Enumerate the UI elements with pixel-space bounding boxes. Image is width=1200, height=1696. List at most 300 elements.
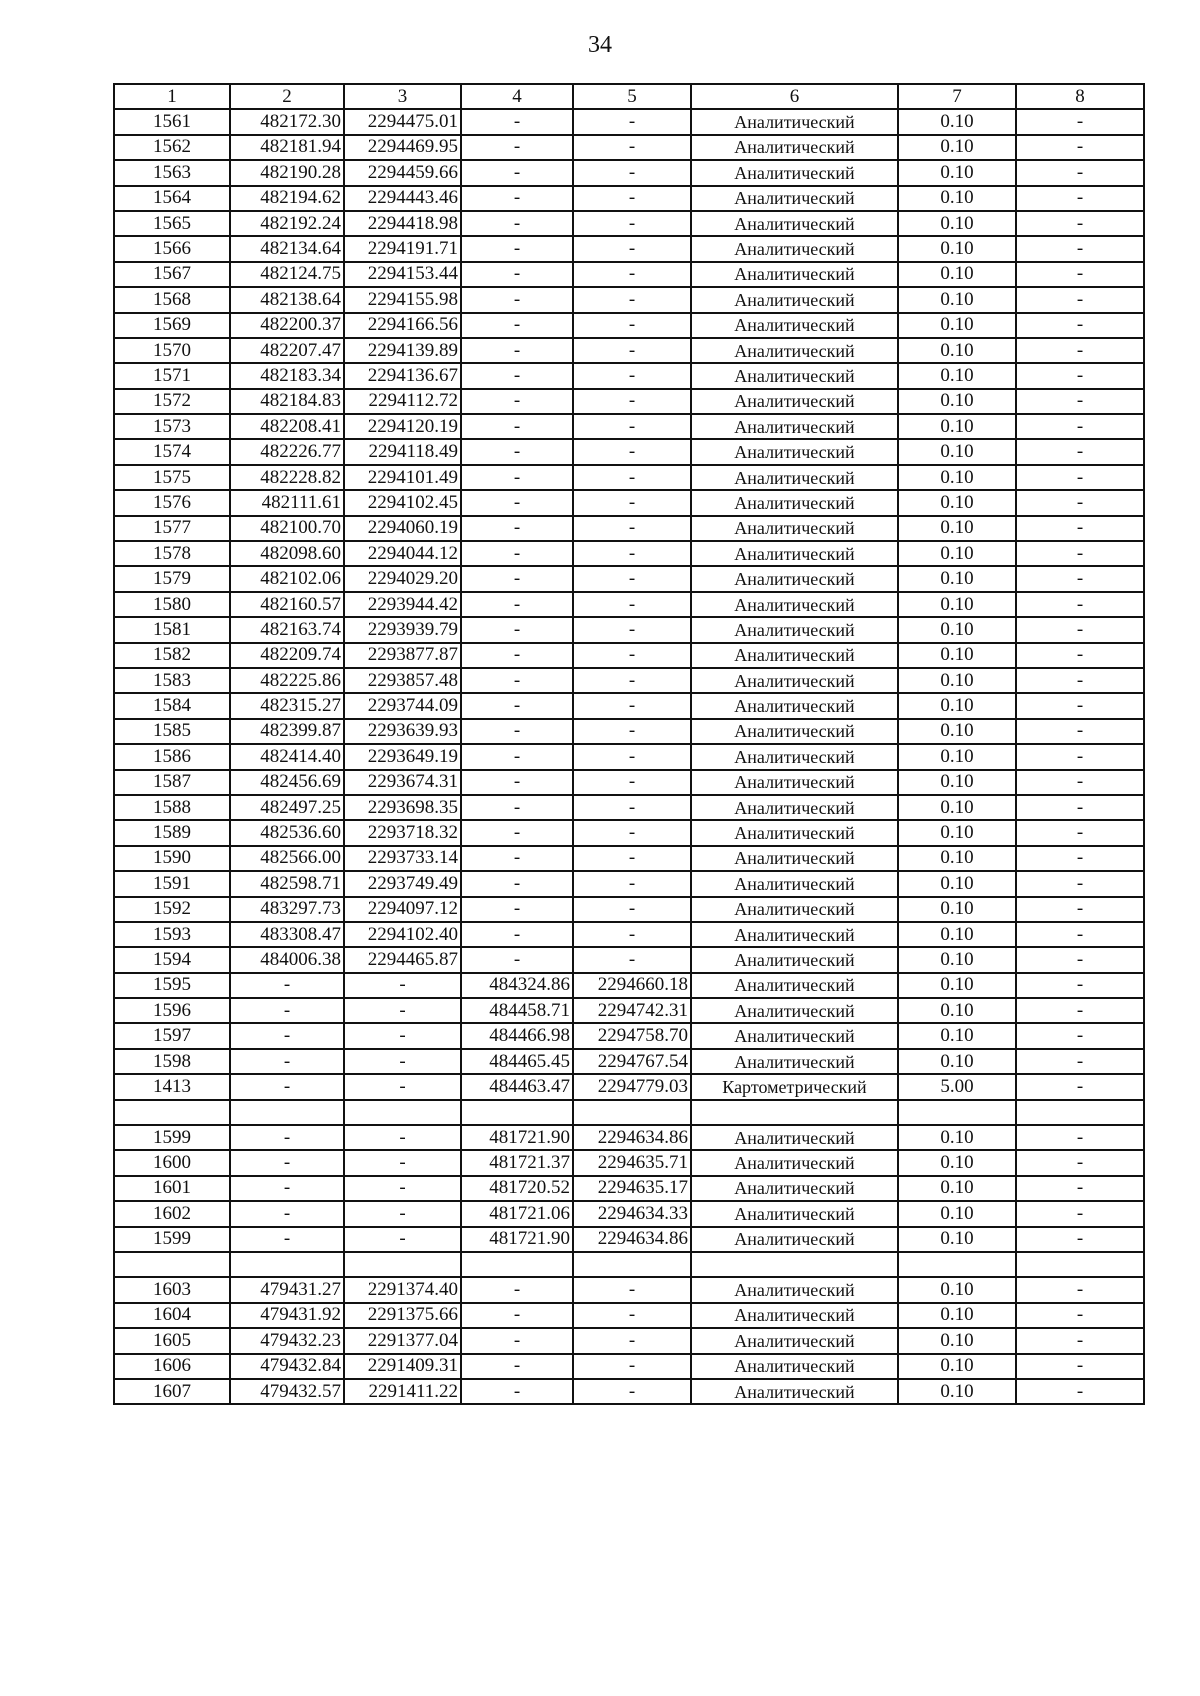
table-row [114,1277,1144,1302]
accuracy-cell: 0.10 [898,1125,1016,1150]
point-number-cell: 1601 [114,1176,230,1201]
x-coordinate-new-cell: - [461,465,573,490]
x-coordinate-new-cell: - [461,135,573,160]
method-cell: Аналитический [691,389,898,414]
y-coordinate-new-cell: - [573,922,691,947]
y-coordinate-new-cell: 2294634.86 [573,1125,691,1150]
x-coordinate-new-cell: 481720.52 [461,1176,573,1201]
x-coordinate-cell: 484006.38 [230,947,344,972]
x-coordinate-cell: 479432.23 [230,1328,344,1353]
y-coordinate-cell: 2293939.79 [344,617,461,642]
accuracy-cell: 0.10 [898,1023,1016,1048]
point-number-cell: 1592 [114,897,230,922]
y-coordinate-new-cell: - [573,389,691,414]
accuracy-cell: 0.10 [898,186,1016,211]
description-cell: - [1016,516,1144,541]
y-coordinate-cell: 2294153.44 [344,262,461,287]
y-coordinate-cell: 2293674.31 [344,770,461,795]
y-coordinate-cell: 2293733.14 [344,846,461,871]
method-cell: Аналитический [691,160,898,185]
method-cell: Аналитический [691,643,898,668]
description-cell: - [1016,744,1144,769]
description-cell: - [1016,922,1144,947]
method-cell: Аналитический [691,846,898,871]
y-coordinate-new-cell: - [573,846,691,871]
x-coordinate-cell: 482160.57 [230,592,344,617]
point-number-cell: 1607 [114,1379,230,1404]
x-coordinate-cell: - [230,1227,344,1252]
method-cell: Аналитический [691,1201,898,1226]
description-cell: - [1016,1176,1144,1201]
method-cell: Аналитический [691,770,898,795]
table-row [114,516,1144,541]
method-cell: Аналитический [691,744,898,769]
y-coordinate-cell: - [344,1023,461,1048]
x-coordinate-new-cell: - [461,947,573,972]
accuracy-cell: 0.10 [898,668,1016,693]
y-coordinate-new-cell: - [573,1328,691,1353]
y-coordinate-new-cell: 2294634.86 [573,1227,691,1252]
point-number-cell: 1606 [114,1354,230,1379]
description-cell: - [1016,1049,1144,1074]
description-cell: - [1016,719,1144,744]
x-coordinate-cell: 479432.57 [230,1379,344,1404]
y-coordinate-cell: 2294118.49 [344,439,461,464]
table-row [114,592,1144,617]
table-row [114,1227,1144,1252]
x-coordinate-cell: 482414.40 [230,744,344,769]
description-cell: - [1016,1277,1144,1302]
x-coordinate-new-cell: 481721.06 [461,1201,573,1226]
column-header-7: 7 [898,84,1016,109]
x-coordinate-cell: 482226.77 [230,439,344,464]
accuracy-cell: 0.10 [898,1328,1016,1353]
table-row [114,389,1144,414]
accuracy-cell [898,1252,1016,1277]
x-coordinate-new-cell: 481721.90 [461,1125,573,1150]
column-header-5: 5 [573,84,691,109]
x-coordinate-cell: 479431.27 [230,1277,344,1302]
description-cell [1016,1100,1144,1125]
method-cell: Аналитический [691,211,898,236]
x-coordinate-new-cell: - [461,109,573,134]
y-coordinate-cell: 2294465.87 [344,947,461,972]
x-coordinate-new-cell: 484324.86 [461,973,573,998]
description-cell: - [1016,109,1144,134]
description-cell: - [1016,236,1144,261]
method-cell: Аналитический [691,135,898,160]
x-coordinate-cell: - [230,1176,344,1201]
table-row [114,846,1144,871]
x-coordinate-new-cell: - [461,541,573,566]
method-cell [691,1100,898,1125]
x-coordinate-cell: 482183.34 [230,363,344,388]
method-cell: Аналитический [691,1379,898,1404]
description-cell: - [1016,1354,1144,1379]
point-number-cell: 1571 [114,363,230,388]
point-number-cell: 1602 [114,1201,230,1226]
y-coordinate-new-cell: 2294660.18 [573,973,691,998]
x-coordinate-cell: 482124.75 [230,262,344,287]
point-number-cell: 1578 [114,541,230,566]
point-number-cell: 1561 [114,109,230,134]
description-cell [1016,1252,1144,1277]
table-row [114,160,1144,185]
y-coordinate-cell: 2294102.45 [344,490,461,515]
y-coordinate-new-cell [573,1100,691,1125]
accuracy-cell: 0.10 [898,643,1016,668]
method-cell: Аналитический [691,516,898,541]
x-coordinate-new-cell [461,1100,573,1125]
x-coordinate-cell: - [230,1150,344,1175]
table-row [114,135,1144,160]
accuracy-cell [898,1100,1016,1125]
point-number-cell: 1572 [114,389,230,414]
y-coordinate-new-cell: - [573,236,691,261]
x-coordinate-cell: 482209.74 [230,643,344,668]
y-coordinate-cell: 2291374.40 [344,1277,461,1302]
x-coordinate-new-cell: 484463.47 [461,1074,573,1099]
method-cell: Аналитический [691,795,898,820]
x-coordinate-cell: - [230,1074,344,1099]
accuracy-cell: 0.10 [898,592,1016,617]
accuracy-cell: 0.10 [898,287,1016,312]
accuracy-cell: 0.10 [898,617,1016,642]
table-row [114,1125,1144,1150]
x-coordinate-new-cell: - [461,693,573,718]
method-cell: Аналитический [691,922,898,947]
y-coordinate-cell: 2294166.56 [344,313,461,338]
x-coordinate-cell: - [230,1125,344,1150]
description-cell: - [1016,617,1144,642]
accuracy-cell: 0.10 [898,1303,1016,1328]
x-coordinate-new-cell: - [461,820,573,845]
y-coordinate-cell [344,1252,461,1277]
y-coordinate-new-cell: - [573,820,691,845]
y-coordinate-cell: 2294475.01 [344,109,461,134]
description-cell: - [1016,1227,1144,1252]
x-coordinate-cell: 482181.94 [230,135,344,160]
accuracy-cell: 0.10 [898,947,1016,972]
x-coordinate-cell [230,1252,344,1277]
point-number-cell: 1565 [114,211,230,236]
table-row [114,465,1144,490]
point-number-cell: 1598 [114,1049,230,1074]
method-cell: Аналитический [691,236,898,261]
page-number: 34 [588,32,612,58]
accuracy-cell: 0.10 [898,313,1016,338]
point-number-cell: 1567 [114,262,230,287]
method-cell: Аналитический [691,465,898,490]
method-cell: Аналитический [691,617,898,642]
method-cell: Аналитический [691,1023,898,1048]
y-coordinate-cell: 2294191.71 [344,236,461,261]
y-coordinate-new-cell: 2294634.33 [573,1201,691,1226]
x-coordinate-new-cell: - [461,1277,573,1302]
y-coordinate-new-cell: 2294635.17 [573,1176,691,1201]
y-coordinate-cell: - [344,998,461,1023]
point-number-cell: 1584 [114,693,230,718]
y-coordinate-cell: 2294139.89 [344,338,461,363]
x-coordinate-cell: 482111.61 [230,490,344,515]
y-coordinate-new-cell: - [573,947,691,972]
x-coordinate-new-cell: - [461,744,573,769]
point-number-cell: 1573 [114,414,230,439]
description-cell: - [1016,947,1144,972]
column-header-6: 6 [691,84,898,109]
x-coordinate-cell: 482172.30 [230,109,344,134]
accuracy-cell: 0.10 [898,439,1016,464]
table-row [114,1049,1144,1074]
y-coordinate-cell: 2294443.46 [344,186,461,211]
y-coordinate-cell: 2294459.66 [344,160,461,185]
y-coordinate-new-cell: - [573,414,691,439]
description-cell: - [1016,643,1144,668]
y-coordinate-cell: - [344,1150,461,1175]
column-header-2: 2 [230,84,344,109]
method-cell: Картометрический [691,1074,898,1099]
point-number-cell: 1575 [114,465,230,490]
point-number-cell: 1599 [114,1227,230,1252]
y-coordinate-cell: 2294136.67 [344,363,461,388]
x-coordinate-new-cell: 481721.90 [461,1227,573,1252]
x-coordinate-cell: 482100.70 [230,516,344,541]
description-cell: - [1016,490,1144,515]
table-row [114,973,1144,998]
description-cell: - [1016,770,1144,795]
y-coordinate-new-cell: - [573,541,691,566]
y-coordinate-new-cell: - [573,1379,691,1404]
x-coordinate-new-cell: 484458.71 [461,998,573,1023]
method-cell: Аналитический [691,313,898,338]
accuracy-cell: 0.10 [898,1201,1016,1226]
y-coordinate-cell: 2294155.98 [344,287,461,312]
y-coordinate-cell: - [344,1074,461,1099]
x-coordinate-new-cell: - [461,566,573,591]
accuracy-cell: 0.10 [898,820,1016,845]
y-coordinate-cell: 2293857.48 [344,668,461,693]
y-coordinate-cell [344,1100,461,1125]
point-number-cell: 1574 [114,439,230,464]
y-coordinate-new-cell: - [573,668,691,693]
method-cell: Аналитический [691,363,898,388]
x-coordinate-new-cell: - [461,363,573,388]
point-number-cell: 1582 [114,643,230,668]
method-cell: Аналитический [691,541,898,566]
method-cell: Аналитический [691,1303,898,1328]
method-cell: Аналитический [691,1328,898,1353]
method-cell: Аналитический [691,566,898,591]
accuracy-cell: 0.10 [898,566,1016,591]
x-coordinate-new-cell: 484466.98 [461,1023,573,1048]
y-coordinate-cell: 2294469.95 [344,135,461,160]
table-row [114,1252,1144,1277]
table-row [114,109,1144,134]
y-coordinate-cell: - [344,1049,461,1074]
method-cell: Аналитический [691,439,898,464]
method-cell: Аналитический [691,693,898,718]
x-coordinate-cell: 482138.64 [230,287,344,312]
table-row [114,897,1144,922]
method-cell: Аналитический [691,1150,898,1175]
description-cell: - [1016,287,1144,312]
y-coordinate-new-cell: - [573,160,691,185]
method-cell: Аналитический [691,414,898,439]
x-coordinate-new-cell: - [461,186,573,211]
y-coordinate-new-cell: - [573,592,691,617]
y-coordinate-cell: 2293718.32 [344,820,461,845]
x-coordinate-cell: 479431.92 [230,1303,344,1328]
y-coordinate-new-cell: - [573,744,691,769]
point-number-cell: 1576 [114,490,230,515]
table-row [114,922,1144,947]
point-number-cell: 1593 [114,922,230,947]
x-coordinate-new-cell: - [461,439,573,464]
x-coordinate-cell: 482098.60 [230,541,344,566]
description-cell: - [1016,262,1144,287]
x-coordinate-cell: 482194.62 [230,186,344,211]
accuracy-cell: 0.10 [898,135,1016,160]
table-row [114,363,1144,388]
x-coordinate-new-cell: - [461,770,573,795]
accuracy-cell: 0.10 [898,1227,1016,1252]
description-cell: - [1016,795,1144,820]
y-coordinate-cell: 2293877.87 [344,643,461,668]
y-coordinate-cell: 2294029.20 [344,566,461,591]
y-coordinate-new-cell: 2294779.03 [573,1074,691,1099]
accuracy-cell: 0.10 [898,1176,1016,1201]
y-coordinate-cell: 2294060.19 [344,516,461,541]
y-coordinate-new-cell: - [573,109,691,134]
table-row [114,617,1144,642]
point-number-cell: 1605 [114,1328,230,1353]
x-coordinate-new-cell: - [461,1328,573,1353]
table-row [114,1074,1144,1099]
description-cell: - [1016,1303,1144,1328]
description-cell: - [1016,998,1144,1023]
description-cell: - [1016,592,1144,617]
method-cell: Аналитический [691,820,898,845]
description-cell: - [1016,160,1144,185]
table-row [114,313,1144,338]
y-coordinate-cell: 2293749.49 [344,871,461,896]
table-row [114,541,1144,566]
accuracy-cell: 0.10 [898,1150,1016,1175]
x-coordinate-cell: 482134.64 [230,236,344,261]
method-cell: Аналитический [691,262,898,287]
accuracy-cell: 5.00 [898,1074,1016,1099]
method-cell [691,1252,898,1277]
description-cell: - [1016,1201,1144,1226]
table-row [114,211,1144,236]
method-cell: Аналитический [691,1354,898,1379]
method-cell: Аналитический [691,668,898,693]
description-cell: - [1016,414,1144,439]
point-number-cell: 1585 [114,719,230,744]
column-header-3: 3 [344,84,461,109]
y-coordinate-cell: 2293639.93 [344,719,461,744]
description-cell: - [1016,871,1144,896]
accuracy-cell: 0.10 [898,922,1016,947]
y-coordinate-cell: 2293649.19 [344,744,461,769]
x-coordinate-cell: - [230,998,344,1023]
x-coordinate-new-cell: - [461,592,573,617]
y-coordinate-cell: 2294120.19 [344,414,461,439]
column-header-8: 8 [1016,84,1144,109]
method-cell: Аналитический [691,109,898,134]
accuracy-cell: 0.10 [898,1049,1016,1074]
x-coordinate-new-cell: - [461,668,573,693]
point-number-cell: 1568 [114,287,230,312]
description-cell: - [1016,1150,1144,1175]
x-coordinate-cell: 482102.06 [230,566,344,591]
x-coordinate-cell [230,1100,344,1125]
accuracy-cell: 0.10 [898,541,1016,566]
x-coordinate-cell: - [230,1049,344,1074]
y-coordinate-new-cell: - [573,643,691,668]
x-coordinate-new-cell: - [461,719,573,744]
table-row [114,287,1144,312]
y-coordinate-cell: 2293698.35 [344,795,461,820]
y-coordinate-new-cell: - [573,287,691,312]
description-cell: - [1016,1328,1144,1353]
accuracy-cell: 0.10 [898,363,1016,388]
method-cell: Аналитический [691,973,898,998]
table-row [114,693,1144,718]
description-cell: - [1016,820,1144,845]
accuracy-cell: 0.10 [898,1354,1016,1379]
x-coordinate-cell: 482536.60 [230,820,344,845]
accuracy-cell: 0.10 [898,693,1016,718]
x-coordinate-new-cell: 484465.45 [461,1049,573,1074]
y-coordinate-new-cell: - [573,338,691,363]
accuracy-cell: 0.10 [898,338,1016,363]
table-row [114,1100,1144,1125]
table-row [114,566,1144,591]
method-cell: Аналитический [691,719,898,744]
x-coordinate-new-cell: - [461,1303,573,1328]
x-coordinate-cell: - [230,973,344,998]
table-row [114,414,1144,439]
description-cell: - [1016,211,1144,236]
method-cell: Аналитический [691,1176,898,1201]
y-coordinate-new-cell: - [573,719,691,744]
y-coordinate-cell: - [344,973,461,998]
method-cell: Аналитический [691,1227,898,1252]
y-coordinate-new-cell: - [573,795,691,820]
point-number-cell: 1413 [114,1074,230,1099]
x-coordinate-new-cell: - [461,643,573,668]
y-coordinate-new-cell: - [573,439,691,464]
point-number-cell: 1599 [114,1125,230,1150]
y-coordinate-new-cell: - [573,1303,691,1328]
point-number-cell: 1603 [114,1277,230,1302]
coordinates-table-wrap [113,83,1145,1405]
table-row [114,871,1144,896]
y-coordinate-new-cell: - [573,516,691,541]
point-number-cell: 1589 [114,820,230,845]
x-coordinate-cell: 482598.71 [230,871,344,896]
x-coordinate-cell: 482207.47 [230,338,344,363]
y-coordinate-new-cell: - [573,770,691,795]
method-cell: Аналитический [691,897,898,922]
accuracy-cell: 0.10 [898,998,1016,1023]
point-number-cell: 1595 [114,973,230,998]
point-number-cell: 1563 [114,160,230,185]
description-cell: - [1016,541,1144,566]
y-coordinate-cell: 2294097.12 [344,897,461,922]
x-coordinate-cell: - [230,1023,344,1048]
